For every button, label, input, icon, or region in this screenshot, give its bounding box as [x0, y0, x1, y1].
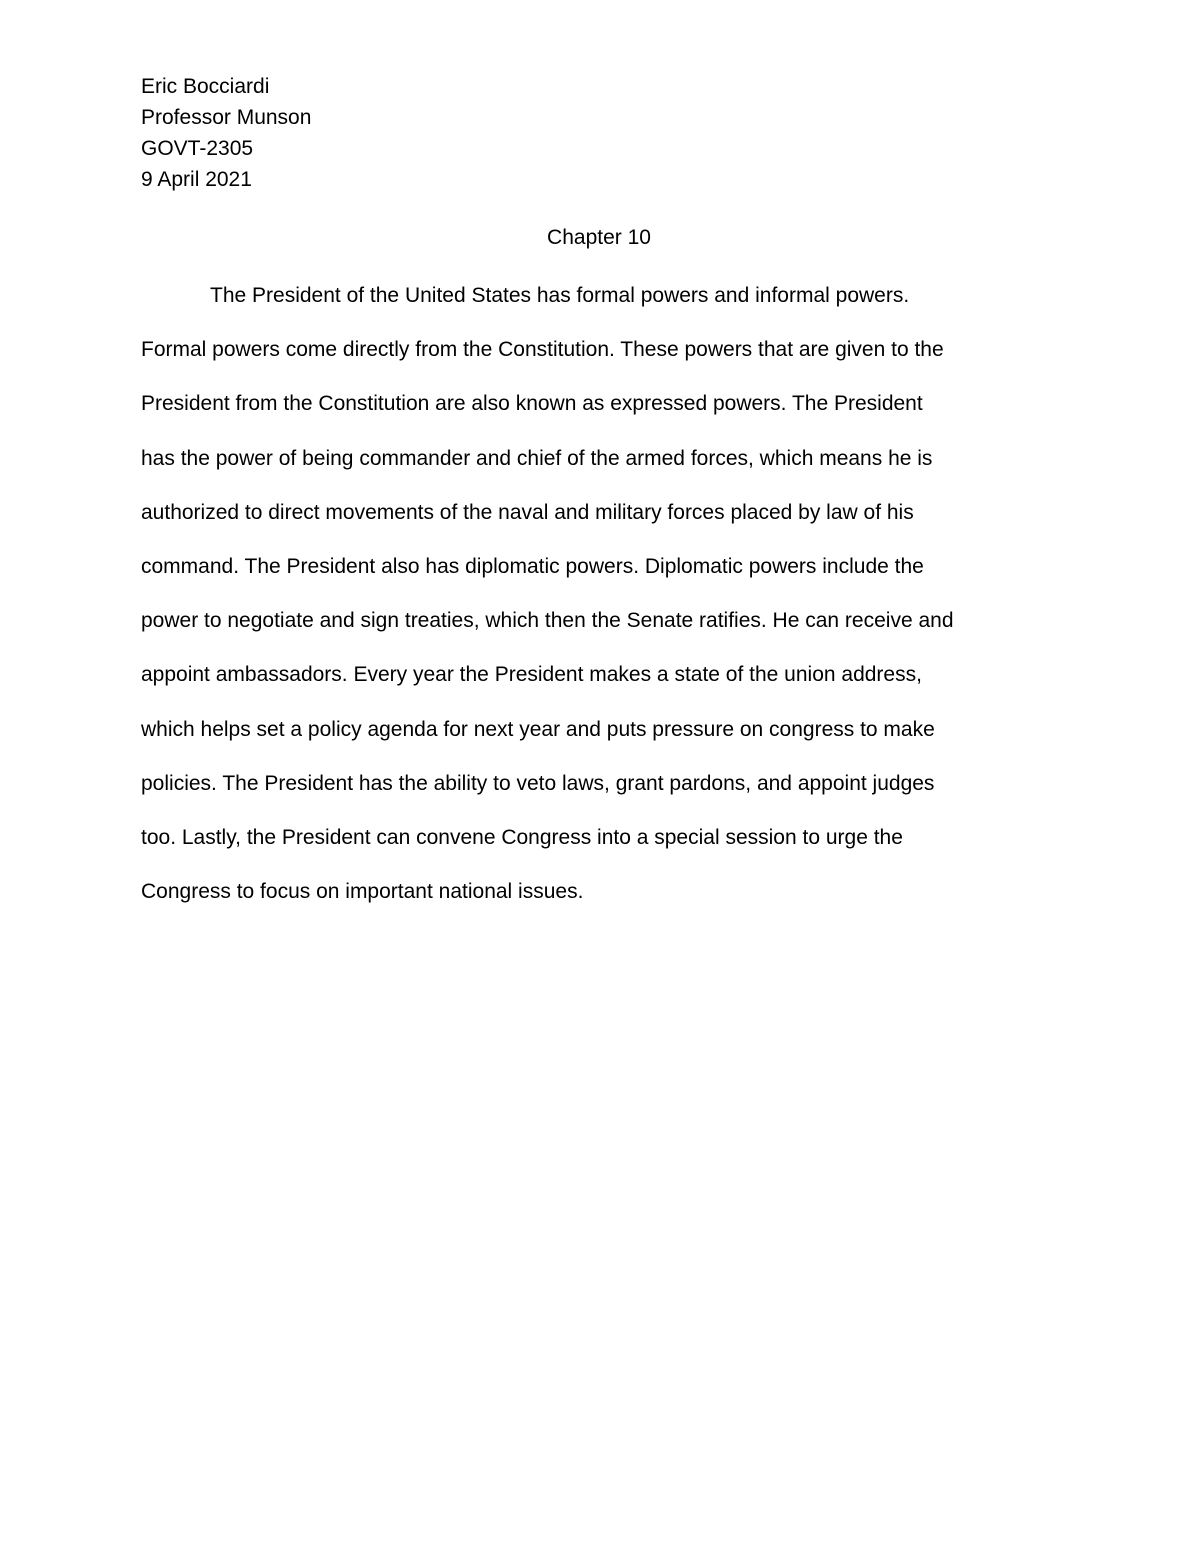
paragraph-line: Congress to focus on important national issues. — [141, 880, 584, 904]
body-paragraph — [141, 280, 1101, 930]
document-title: Chapter 10 — [547, 226, 651, 249]
mla-heading — [141, 71, 1041, 195]
paragraph-line: power to negotiate and sign treaties, which then the Senate ratifies. He can receive and — [141, 609, 954, 633]
paragraph-line: has the power of being commander and chief of the armed forces, which means he is — [141, 446, 933, 470]
course-code: GOVT-2305 — [141, 137, 254, 160]
document-date: 9 April 2021 — [141, 168, 252, 191]
paragraph-line: which helps set a policy agenda for next year and puts pressure on congress to make — [141, 717, 935, 741]
paragraph-line: authorized to direct movements of the naval and military forces placed by law of his — [141, 500, 914, 524]
paragraph-line: appoint ambassadors. Every year the President makes a state of the union address, — [141, 663, 922, 687]
instructor-name: Professor Munson — [141, 106, 312, 129]
paragraph-line: policies. The President has the ability to veto laws, grant pardons, and appoint judges — [141, 771, 935, 795]
paragraph-line: command. The President also has diplomatic powers. Diplomatic powers include the — [141, 554, 924, 578]
author-name: Eric Bocciardi — [141, 75, 270, 98]
paragraph-line: The President of the United States has formal powers and informal powers. — [210, 284, 910, 307]
paragraph-line: President from the Constitution are also known as expressed powers. The President — [141, 392, 923, 416]
paragraph-line: Formal powers come directly from the Constitution. These powers that are given to the — [141, 338, 944, 362]
paragraph-line: too. Lastly, the President can convene Congress into a special session to urge the — [141, 825, 903, 849]
